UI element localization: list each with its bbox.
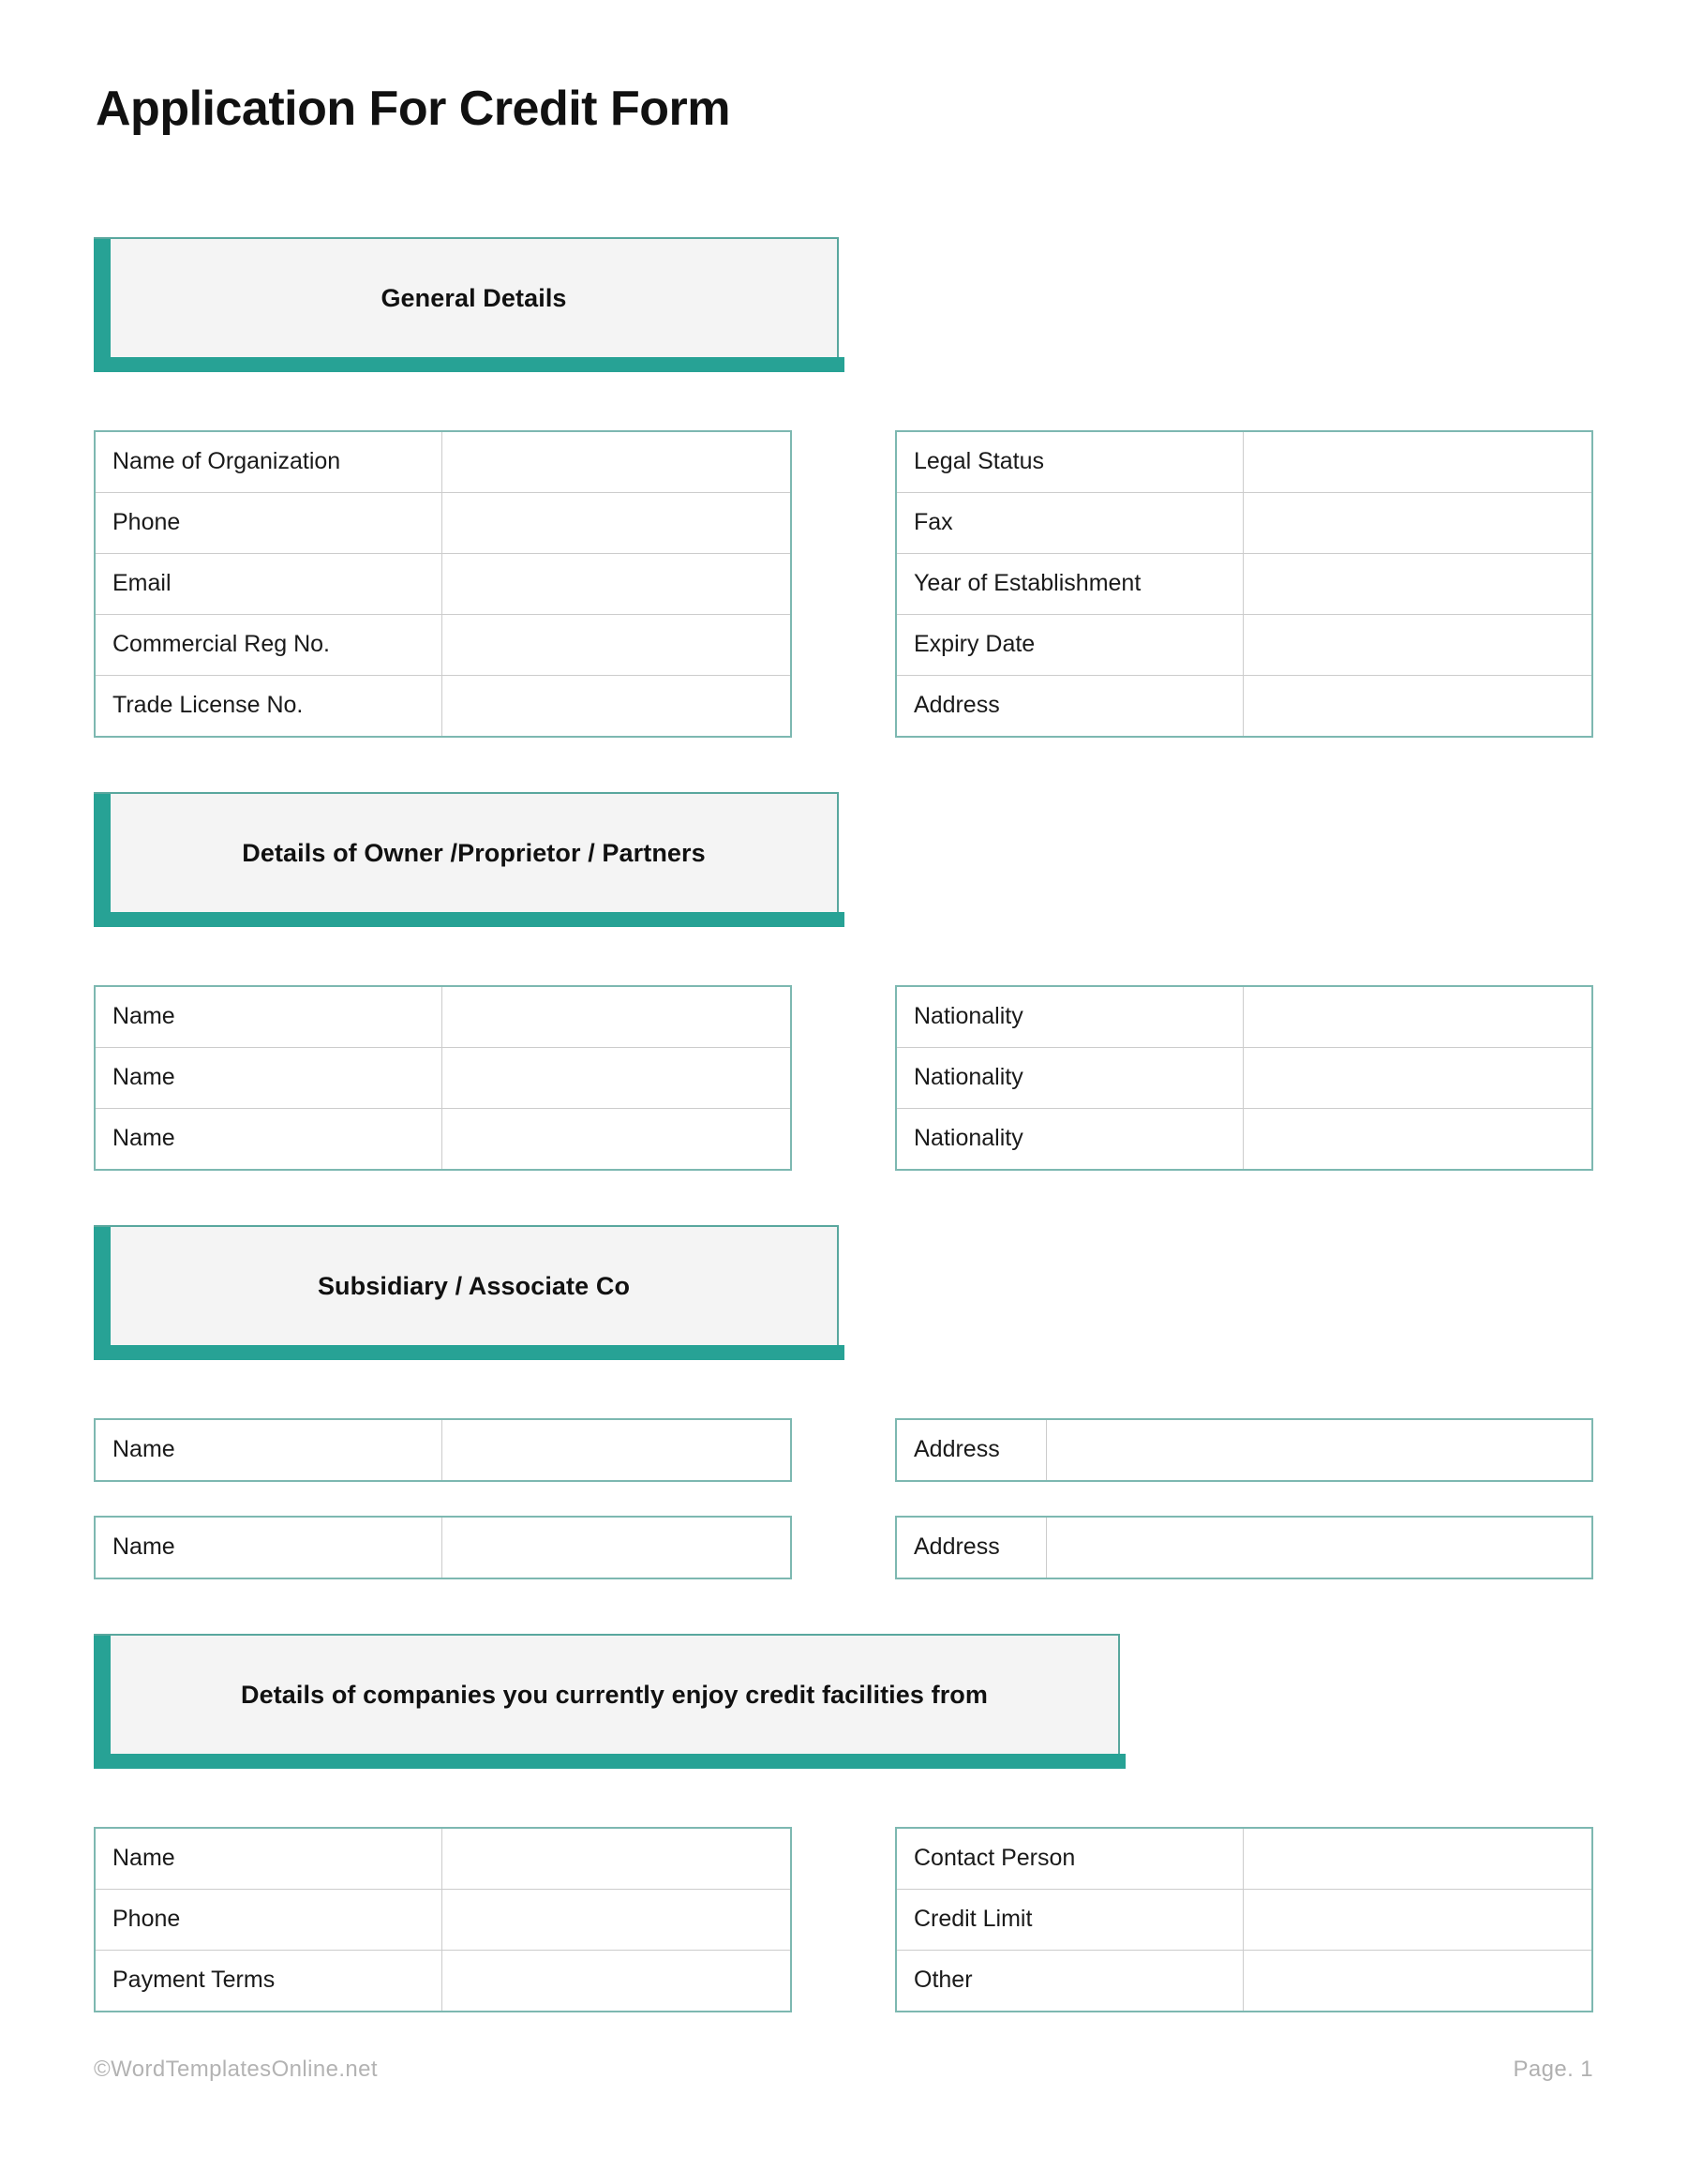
owner-names-table xyxy=(94,985,792,1171)
footer-copyright: ©WordTemplatesOnline.net xyxy=(94,2057,378,2082)
field-label: Email xyxy=(96,554,442,614)
table-row xyxy=(897,1890,1591,1951)
section-banner-owner-details xyxy=(94,792,839,914)
banner-accent-bar-icon xyxy=(94,794,111,927)
field-label: Name xyxy=(96,1109,442,1169)
field-input-owner-name-2[interactable] xyxy=(442,1048,790,1108)
table-row xyxy=(897,676,1591,736)
banner-inner xyxy=(94,1225,839,1347)
table-row xyxy=(897,1951,1591,2011)
field-label: Name of Organization xyxy=(96,432,442,492)
table-row xyxy=(96,432,790,493)
section-3-tables-row-1 xyxy=(94,1418,1593,1482)
table-row xyxy=(96,987,790,1048)
subsidiary-name-table-2 xyxy=(94,1516,792,1579)
field-label: Payment Terms xyxy=(96,1951,442,2011)
field-input-legal-status[interactable] xyxy=(1244,432,1591,492)
field-input-fax[interactable] xyxy=(1244,493,1591,553)
table-row xyxy=(897,1518,1591,1578)
table-row xyxy=(897,1048,1591,1109)
subsidiary-address-table-2 xyxy=(895,1516,1593,1579)
field-input-owner-name-3[interactable] xyxy=(442,1109,790,1169)
section-title: Details of Owner /Proprietor / Partners xyxy=(242,838,706,867)
field-label: Name xyxy=(96,1518,442,1578)
banner-inner xyxy=(94,792,839,914)
field-label: Phone xyxy=(96,493,442,553)
field-label: Address xyxy=(897,1420,1047,1480)
field-input-owner-nationality-1[interactable] xyxy=(1244,987,1591,1047)
field-input-subsidiary-address-1[interactable] xyxy=(1047,1420,1591,1480)
table-row xyxy=(897,493,1591,554)
field-label: Nationality xyxy=(897,987,1244,1047)
banner-accent-bar-icon xyxy=(94,239,111,372)
spacer xyxy=(94,136,1593,237)
field-label: Trade License No. xyxy=(96,676,442,736)
field-label: Address xyxy=(897,1518,1047,1578)
table-row xyxy=(96,1890,790,1951)
field-input-expiry-date[interactable] xyxy=(1244,615,1591,675)
field-input-year-of-establishment[interactable] xyxy=(1244,554,1591,614)
table-row xyxy=(96,1518,790,1578)
field-input-owner-nationality-2[interactable] xyxy=(1244,1048,1591,1108)
table-row xyxy=(96,1420,790,1480)
section-3-tables-row-2 xyxy=(94,1516,1593,1579)
field-label: Expiry Date xyxy=(897,615,1244,675)
owner-nationalities-table xyxy=(895,985,1593,1171)
spacer xyxy=(94,1171,1593,1225)
field-label: Name xyxy=(96,1420,442,1480)
banner-accent-shadow-icon xyxy=(94,1754,1126,1769)
footer-page-number: Page. 1 xyxy=(1513,2057,1593,2082)
field-label: Name xyxy=(96,1048,442,1108)
table-row xyxy=(897,987,1591,1048)
field-input-email[interactable] xyxy=(442,554,790,614)
section-4-tables xyxy=(94,1827,1593,2012)
field-input-contact-person[interactable] xyxy=(1244,1829,1591,1889)
field-input-credit-limit[interactable] xyxy=(1244,1890,1591,1950)
field-label: Other xyxy=(897,1951,1244,2011)
field-input-name-of-organization[interactable] xyxy=(442,432,790,492)
spacer xyxy=(94,1482,1593,1516)
field-input-subsidiary-address-2[interactable] xyxy=(1047,1518,1591,1578)
table-row xyxy=(96,1048,790,1109)
field-label: Commercial Reg No. xyxy=(96,615,442,675)
credit-company-right-table xyxy=(895,1827,1593,2012)
banner-inner xyxy=(94,1634,1120,1756)
field-input-owner-name-1[interactable] xyxy=(442,987,790,1047)
general-details-left-table xyxy=(94,430,792,738)
field-input-credit-company-name[interactable] xyxy=(442,1829,790,1889)
field-input-owner-nationality-3[interactable] xyxy=(1244,1109,1591,1169)
field-input-credit-company-phone[interactable] xyxy=(442,1890,790,1950)
field-label: Phone xyxy=(96,1890,442,1950)
banner-accent-shadow-icon xyxy=(94,357,844,372)
field-input-payment-terms[interactable] xyxy=(442,1951,790,2011)
section-banner-general-details xyxy=(94,237,839,359)
banner-accent-shadow-icon xyxy=(94,1345,844,1360)
field-label: Nationality xyxy=(897,1048,1244,1108)
spacer xyxy=(94,1579,1593,1634)
section-banner-subsidiary xyxy=(94,1225,839,1347)
table-row xyxy=(96,493,790,554)
field-input-commercial-reg-no[interactable] xyxy=(442,615,790,675)
field-label: Name xyxy=(96,1829,442,1889)
field-label: Address xyxy=(897,676,1244,736)
page-title: Application For Credit Form xyxy=(96,82,730,136)
section-title: General Details xyxy=(381,283,567,312)
section-title: Subsidiary / Associate Co xyxy=(317,1271,631,1300)
section-banner-credit-facilities xyxy=(94,1634,1120,1756)
table-row xyxy=(897,1109,1591,1169)
subsidiary-name-table-1 xyxy=(94,1418,792,1482)
field-label: Legal Status xyxy=(897,432,1244,492)
field-label: Fax xyxy=(897,493,1244,553)
table-row xyxy=(897,1420,1591,1480)
banner-inner xyxy=(94,237,839,359)
field-label: Credit Limit xyxy=(897,1890,1244,1950)
section-1-tables xyxy=(94,430,1593,738)
table-row xyxy=(96,676,790,736)
general-details-right-table xyxy=(895,430,1593,738)
subsidiary-address-table-1 xyxy=(895,1418,1593,1482)
spacer xyxy=(94,738,1593,792)
field-input-address[interactable] xyxy=(1244,676,1591,736)
field-label: Name xyxy=(96,987,442,1047)
banner-accent-bar-icon xyxy=(94,1636,111,1769)
field-input-other[interactable] xyxy=(1244,1951,1591,2011)
table-row xyxy=(96,554,790,615)
field-input-trade-license-no[interactable] xyxy=(442,676,790,736)
section-title: Details of companies you currently enjoy credit facilities from xyxy=(240,1680,989,1709)
table-row xyxy=(96,1109,790,1169)
table-row xyxy=(897,432,1591,493)
table-row xyxy=(897,615,1591,676)
field-input-subsidiary-name-2[interactable] xyxy=(442,1518,790,1578)
table-row xyxy=(897,554,1591,615)
field-input-subsidiary-name-1[interactable] xyxy=(442,1420,790,1480)
banner-accent-bar-icon xyxy=(94,1227,111,1360)
field-label: Nationality xyxy=(897,1109,1244,1169)
section-2-tables xyxy=(94,985,1593,1171)
table-row xyxy=(96,1951,790,2011)
field-label: Year of Establishment xyxy=(897,554,1244,614)
field-input-phone[interactable] xyxy=(442,493,790,553)
table-row xyxy=(96,1829,790,1890)
field-label: Contact Person xyxy=(897,1829,1244,1889)
table-row xyxy=(897,1829,1591,1890)
banner-accent-shadow-icon xyxy=(94,912,844,927)
table-row xyxy=(96,615,790,676)
credit-company-left-table xyxy=(94,1827,792,2012)
page-footer xyxy=(94,2057,1593,2083)
